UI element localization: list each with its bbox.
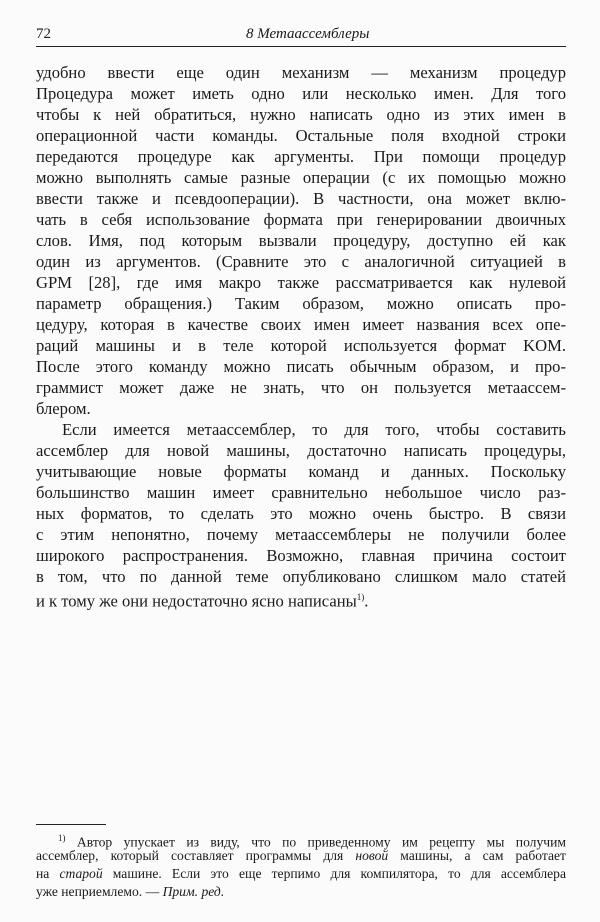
text-line: граммист может даже не знать, что он пользуется метаассем- xyxy=(36,378,566,397)
footnote-reference[interactable]: 1) xyxy=(356,592,365,602)
text-line: учитывающие новые форматы команд и данных. Поскольку xyxy=(36,462,566,481)
footnote-text: ассемблер, который составляет программы для xyxy=(36,848,356,863)
text-line: ассемблер для новой машины, достаточно написать процедуры, xyxy=(36,441,566,460)
footnote-rule xyxy=(36,824,106,825)
text-line: Процедура может иметь одно или несколько имен. Для того xyxy=(36,84,566,103)
page-header xyxy=(36,24,566,47)
text-line: параметр обращения.) Таким образом, можно описать про- xyxy=(36,294,566,313)
text-line: чать в себя использование формата при генерировании двоичных xyxy=(36,210,566,229)
footnote-emphasis: старой xyxy=(59,866,103,881)
text-line: После этого команду можно писать обычным образом, и про- xyxy=(36,357,566,376)
running-title: 8 Метаассемблеры xyxy=(246,26,370,42)
text-line: большинство машин имеет сравнительно небольшое число раз- xyxy=(36,483,566,502)
footnote-attribution: Прим. ред. xyxy=(162,884,225,899)
text-line-last xyxy=(36,587,369,611)
text-line: чтобы к ней обратиться, нужно написать одно из этих имен в xyxy=(36,105,566,124)
text-line: операционной части команды. Остальные поля входной строки xyxy=(36,126,566,145)
footnote-line xyxy=(36,883,224,901)
text-line: ввести также и псевдооперации). В частности, она может вклю- xyxy=(36,189,566,208)
footnote-text: машины, а сам работает xyxy=(388,848,566,863)
text-line: удобно ввести еще один механизм — механизм процедур xyxy=(36,63,566,82)
footnote-text: на xyxy=(36,866,60,881)
text-line: блером. xyxy=(36,399,91,418)
text-line: передаются процедуре как аргументы. При помощи процедур xyxy=(36,147,566,166)
footnote-emphasis: новой xyxy=(355,848,389,863)
footnote-text: уже неприемлемо. — xyxy=(36,884,163,899)
text-line: GPM [28], где имя макро также рассматривается как нулевой xyxy=(36,273,566,292)
text-line: ных форматов, то сделать это можно очень быстро. В связи xyxy=(36,504,566,523)
paragraph-first-line: Если имеется метаассемблер, то для того, чтобы составить xyxy=(62,420,566,439)
footnote-text: Автор упускает из виду, что по приведенному им рецепту мы получим xyxy=(76,834,566,850)
text-line: широкого распространения. Возможно, главная причина состоит xyxy=(36,546,566,565)
text-line: цедуру, которая в качестве своих имен имеет названия всех опе- xyxy=(36,315,566,334)
footnote-line xyxy=(58,829,566,850)
footnote-marker: 1) xyxy=(58,833,66,843)
text-line: с этим непонятно, почему метаассемблеры не получили более xyxy=(36,525,566,544)
text-line: слов. Имя, под которым вызвали процедуру, доступно ей как xyxy=(36,231,566,250)
text-line: в том, что по данной теме опубликовано слишком мало статей xyxy=(36,567,566,586)
footnote-line xyxy=(36,865,566,883)
text-line: раций машины и в теле которой используется формат KOM. xyxy=(36,336,566,355)
text-line-content: и к тому же они недостаточно ясно написаны xyxy=(36,591,357,611)
closing-period: . xyxy=(364,591,369,611)
text-line: можно выполнять самые разные операции (с их помощью можно xyxy=(36,168,566,187)
footnote-text: машине. Если это еще терпимо для компилятора, то для ассемблера xyxy=(102,866,566,881)
footnote-line xyxy=(36,847,566,865)
text-line: один из аргументов. (Сравните это с аналогичной ситуацией в xyxy=(36,252,566,271)
page-number: 72 xyxy=(36,26,51,42)
